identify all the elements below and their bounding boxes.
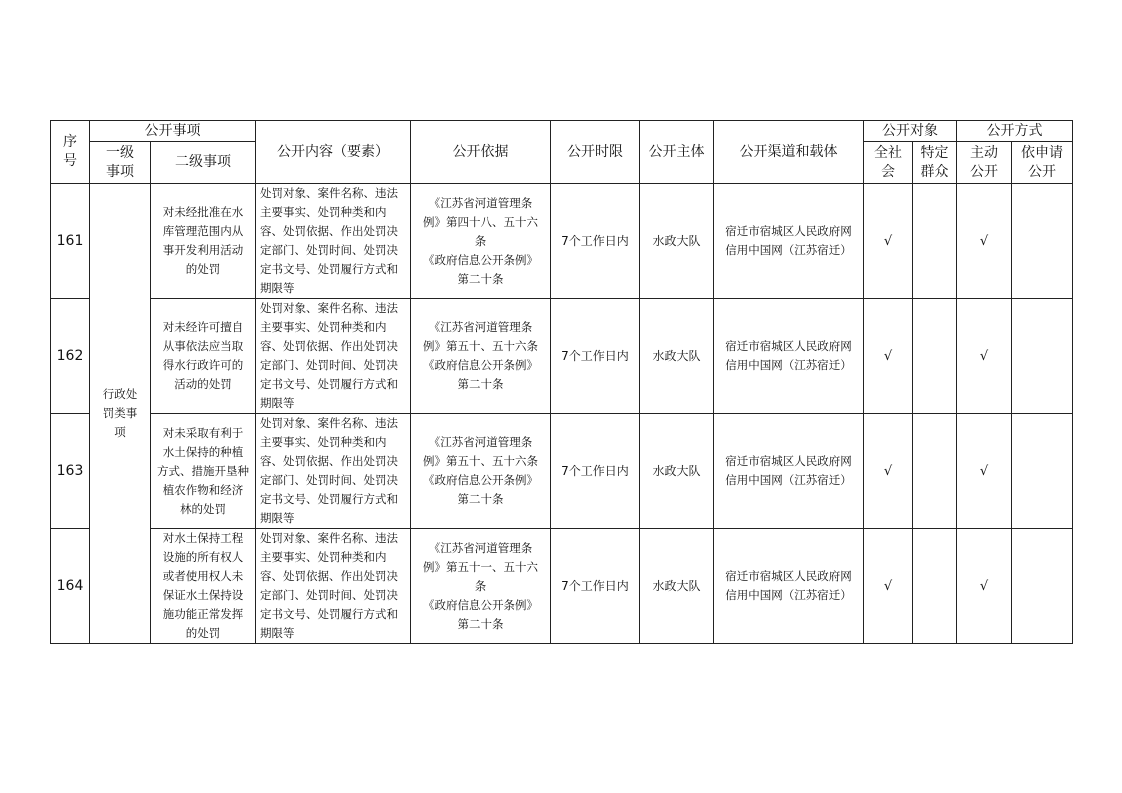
row-index: 163	[51, 414, 90, 529]
channel: 宿迁市宿城区人民政府网 信用中国网（江苏宿迁）	[714, 414, 864, 529]
legal-basis: 《江苏省河道管理条 例》第五十、五十六条 《政府信息公开条例》 第二十条	[411, 414, 551, 529]
target-specific-check	[913, 529, 957, 644]
header-target: 公开对象	[864, 121, 957, 142]
target-specific-check	[913, 299, 957, 414]
target-all-check: √	[864, 184, 913, 299]
table-row	[51, 529, 1073, 644]
header-time-limit: 公开时限	[551, 121, 640, 184]
target-specific-check	[913, 184, 957, 299]
content-elements: 处罚对象、案件名称、违法 主要事实、处罚种类和内 容、处罚依据、作出处罚决 定部门、处罚时间、处罚决 定书文号、处罚履行方式和 期限等	[256, 299, 411, 414]
time-limit: 7个工作日内	[551, 184, 640, 299]
method-request-check	[1012, 529, 1073, 644]
header-content: 公开内容（要素）	[256, 121, 411, 184]
header-method-active: 主动 公开	[957, 142, 1012, 184]
method-request-check	[1012, 299, 1073, 414]
time-limit: 7个工作日内	[551, 529, 640, 644]
time-limit: 7个工作日内	[551, 414, 640, 529]
header-index: 序 号	[51, 121, 90, 184]
header-method-request: 依申请 公开	[1012, 142, 1073, 184]
time-limit: 7个工作日内	[551, 299, 640, 414]
channel: 宿迁市宿城区人民政府网 信用中国网（江苏宿迁）	[714, 299, 864, 414]
legal-basis: 《江苏省河道管理条 例》第四十八、五十六 条 《政府信息公开条例》 第二十条	[411, 184, 551, 299]
subject: 水政大队	[640, 529, 714, 644]
header-target-all: 全社 会	[864, 142, 913, 184]
method-active-check: √	[957, 184, 1012, 299]
row-index: 162	[51, 299, 90, 414]
method-active-check: √	[957, 529, 1012, 644]
table-row	[51, 184, 1073, 299]
header-method: 公开方式	[957, 121, 1073, 142]
method-request-check	[1012, 184, 1073, 299]
header-basis: 公开依据	[411, 121, 551, 184]
table-row	[51, 299, 1073, 414]
header-channel: 公开渠道和载体	[714, 121, 864, 184]
row-index: 164	[51, 529, 90, 644]
target-specific-check	[913, 414, 957, 529]
subject: 水政大队	[640, 299, 714, 414]
header-level1: 一级 事项	[90, 142, 151, 184]
level2-item: 对未经许可擅自 从事依法应当取 得水行政许可的 活动的处罚	[151, 299, 256, 414]
channel: 宿迁市宿城区人民政府网 信用中国网（江苏宿迁）	[714, 529, 864, 644]
target-all-check: √	[864, 529, 913, 644]
table-row	[51, 414, 1073, 529]
header-level2: 二级事项	[151, 142, 256, 184]
content-elements: 处罚对象、案件名称、违法 主要事实、处罚种类和内 容、处罚依据、作出处罚决 定部门、处罚时间、处罚决 定书文号、处罚履行方式和 期限等	[256, 529, 411, 644]
legal-basis: 《江苏省河道管理条 例》第五十一、五十六 条 《政府信息公开条例》 第二十条	[411, 529, 551, 644]
target-all-check: √	[864, 414, 913, 529]
subject: 水政大队	[640, 414, 714, 529]
content-elements: 处罚对象、案件名称、违法 主要事实、处罚种类和内 容、处罚依据、作出处罚决 定部门、处罚时间、处罚决 定书文号、处罚履行方式和 期限等	[256, 184, 411, 299]
content-elements: 处罚对象、案件名称、违法 主要事实、处罚种类和内 容、处罚依据、作出处罚决 定部门、处罚时间、处罚决 定书文号、处罚履行方式和 期限等	[256, 414, 411, 529]
level2-item: 对未经批准在水 库管理范围内从 事开发利用活动 的处罚	[151, 184, 256, 299]
legal-basis: 《江苏省河道管理条 例》第五十、五十六条 《政府信息公开条例》 第二十条	[411, 299, 551, 414]
target-all-check: √	[864, 299, 913, 414]
level2-item: 对未采取有利于 水土保持的种植 方式、措施开垦种 植农作物和经济 林的处罚	[151, 414, 256, 529]
header-subject: 公开主体	[640, 121, 714, 184]
level1-category: 行政处 罚类事 项	[90, 184, 151, 644]
method-request-check	[1012, 414, 1073, 529]
header-target-specific: 特定 群众	[913, 142, 957, 184]
subject: 水政大队	[640, 184, 714, 299]
level2-item: 对水土保持工程 设施的所有权人 或者使用权人未 保证水土保持设 施功能正常发挥 的处罚	[151, 529, 256, 644]
channel: 宿迁市宿城区人民政府网 信用中国网（江苏宿迁）	[714, 184, 864, 299]
disclosure-table	[50, 120, 1073, 644]
row-index: 161	[51, 184, 90, 299]
method-active-check: √	[957, 414, 1012, 529]
header-public-items: 公开事项	[90, 121, 256, 142]
method-active-check: √	[957, 299, 1012, 414]
